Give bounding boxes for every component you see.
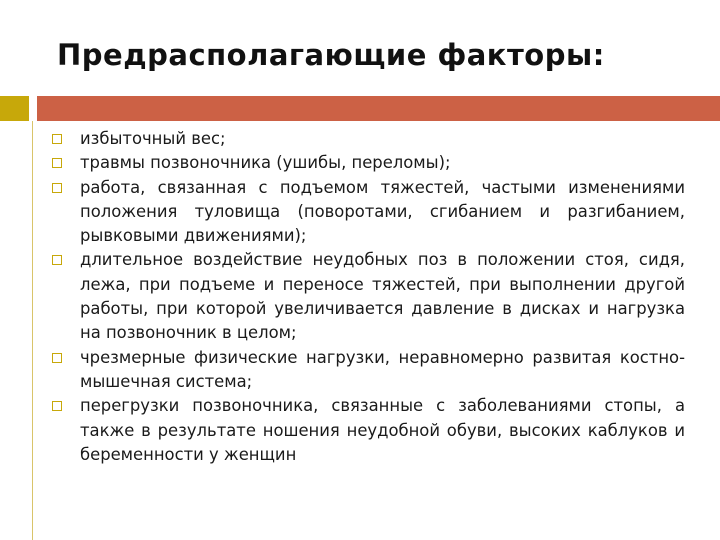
list-item-text: длительное воздействие неудобных поз в положении стоя, сидя, лежа, при подъеме и переносе тяжестей, при выполнении другой работы, при которой увеличивается давление в дисках и нагрузка на позвоночник в целом; [80,250,685,343]
list-item [52,394,685,467]
list-item-text: перегрузки позвоночника, связанные с заболеваниями стопы, а также в результате ношения неудобной обуви, высоких каблуков и беременности у женщин [80,396,685,464]
hollow-square-icon [52,183,62,193]
hollow-square-icon [52,401,62,411]
vertical-divider [32,121,33,540]
list-item [52,176,685,249]
list-item [52,346,685,395]
hollow-square-icon [52,255,62,265]
hollow-square-icon [52,134,62,144]
list-item [52,151,685,175]
gold-accent-bar [0,96,29,121]
list-item-text: чрезмерные физические нагрузки, неравномерно развитая костно-мышечная система; [80,347,685,391]
hollow-square-icon [52,158,62,168]
hollow-square-icon [52,353,62,363]
list-item [52,248,685,345]
list-item [52,127,685,151]
list-item-text: работа, связанная с подъемом тяжестей, частыми изменениями положения туловища (поворотами, сгибанием и разгибанием, рывковыми движениями); [80,177,685,246]
list-item-text: травмы позвоночника (ушибы, переломы); [80,153,451,173]
slide-title: Предрасполагающие факторы: [57,38,605,72]
list-item-text: избыточный вес; [80,129,226,148]
bullet-list [52,127,685,467]
red-accent-bar [37,96,720,121]
